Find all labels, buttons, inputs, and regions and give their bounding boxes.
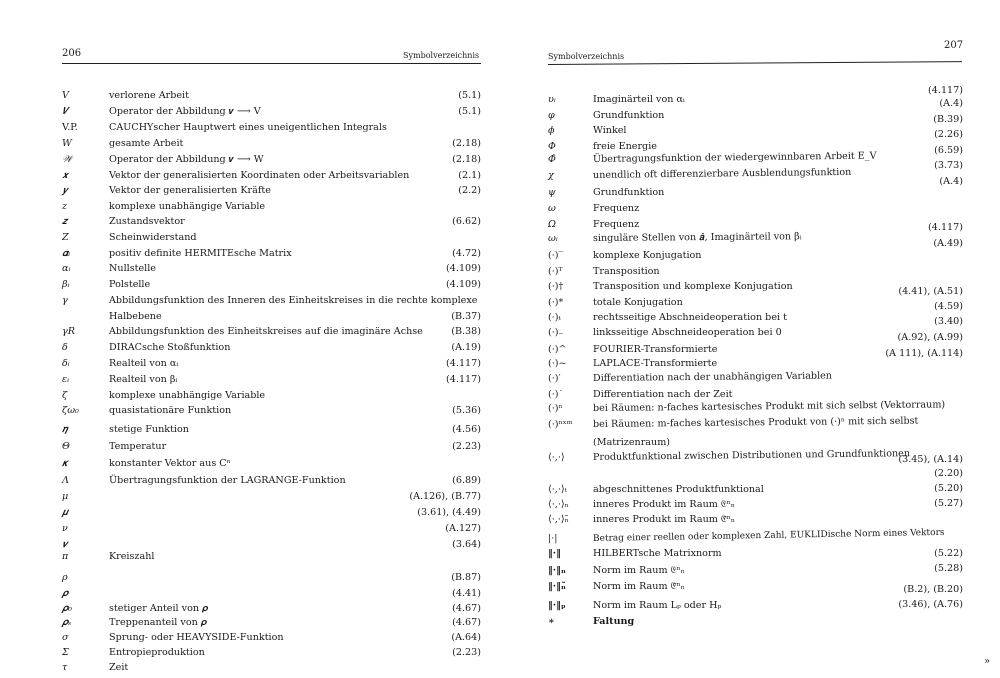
reference: (A 111), (A.114) — [885, 348, 963, 359]
reference: (A.92), (A.99) — [897, 332, 963, 343]
reference: (4.41), (A.51) — [898, 286, 963, 297]
reference: (3.46), (A.76) — [898, 599, 963, 610]
reference: (5.20) — [934, 483, 963, 494]
reference: (3.73) — [934, 160, 963, 171]
left-header-rule — [62, 63, 481, 64]
reference: (3.40) — [934, 316, 963, 327]
reference: (A.4) — [939, 98, 963, 109]
reference: (5.27) — [934, 498, 963, 509]
left-page: 206 Symbolverzeichnis V verlorene Arbeit (5.1) 𝑽 Operator der Abbildung 𝒗 ⟶ V (5.1) V.P. CAUCHYscher Hauptwert eines uneigentlichen Integrals W gesamte Arbeit (2.18) 𝒲 Operator der Abbildung 𝒗 ⟶ W (2.18) 𝒙 Vektor der generalisierten Koordinaten oder Arbeitsvariablen (2.1) 𝒚 Vektor der generalisierten Kräfte (2.2) z komplexe unabhängige Variable 𝒛 Zustandsvektor (6.62) Z Scheinwiderstand 𝜶ᵢ positiv definite HERMITEsche Matrix (4.72) αᵢ Nullstelle (4.109) βᵢ Polstelle (4.109) γ Abbildungsfunktion des Inneren des Einheitskreises in die rechte komplexe Halbebene (B.37) γR Abbildungsfunktion des Einheitskreises auf die imaginäre Achse (B.38) δ DIRACsche Stoßfunktion (A.19) δᵢ Realteil von αᵢ (4.117) εᵢ Realteil von βᵢ (4.117) ζ komplexe unabhängige Variable ζω₀ quasistationäre Funktion (5.36) 𝜼 stetige Funktion (4.56) Θ Temperatur (2.23) 𝜿 konstanter Vektor aus Cⁿ Λ Übertragungsfunktion der LAGRANGE-Funktion (6.89) μ (A.126), (B.77) 𝝁 (3.61), (4.49) ν (A.127) 𝝂 (3.64) π Kreiszahl ρ (B.87) 𝝆 (4.41) 𝝆₀ stetiger Anteil von 𝝆 (4.67) 𝝆ₛ Treppenanteil von 𝝆 (4.67) σ Sprung- oder HEAVYSIDE-Funktion (A.64) Σ Entropieproduktion (2.23) τ Zeit — [62, 48, 481, 673]
reference: (2.26) — [934, 129, 963, 140]
reference: (3.45), (A.14) — [898, 454, 963, 465]
reference: (2.20) — [934, 468, 963, 479]
reference: (4.117) — [928, 85, 963, 96]
reference: (5.28) — [934, 563, 963, 574]
reference: (A.4) — [939, 176, 963, 187]
left-running-header: Symbolverzeichnis — [403, 51, 480, 60]
right-running-header: Symbolverzeichnis — [548, 52, 625, 61]
reference: (A.49) — [933, 238, 963, 249]
right-header-rule — [548, 61, 962, 65]
left-page-number: 206 — [62, 48, 82, 59]
reference: (5.22) — [934, 548, 963, 559]
reference: (4.59) — [934, 301, 963, 312]
reference: (6.59) — [934, 145, 963, 156]
reference: (B.39) — [933, 114, 963, 125]
reference: (4.117) — [928, 222, 963, 233]
right-page-number: 207 — [944, 40, 964, 51]
corner-mark: » — [984, 656, 991, 667]
reference: (B.2), (B.20) — [903, 584, 963, 595]
right-page: Symbolverzeichnis 207 υᵢ Imaginärteil von αᵢ φ Grundfunktion ϕ Winkel Φ freie Energie Φ̂ Übertragungsfunktion der wiedergewinnbaren Arbeit E_V χ unendlich oft differenzierbare Ausblendungsfunktion ψ Grundfunktion ω Frequenz Ω Frequenz ωᵢ singuläre Stellen von 𝒂̂, Imaginärteil von βᵢ (·)‾ komplexe Konjugation (·)ᵀ Transposition (·)† Transposition und komplexe Konjugation (·)* totale Konjugation (·)ₜ rechtsseitige Abschneideoperation bei t (·)₋ linksseitige Abschneideoperation bei 0 (·)^ FOURIER-Transformierte (·)~ LAPLACE-Transformierte (·)′ Differentiation nach der unabhängigen Variablen (·)˙ Differentiation nach der Zeit (·)ⁿ bei Räumen: n-faches kartesisches Produkt mit sich selbst (Vektorraum) (·)ⁿˣᵐ bei Räumen: m-faches kartesisches Produkt von (·)ⁿ mit sich selbst (Matrizenraum) ⟨·,·⟩ Produktfunktional zwischen Distributionen und Grundfunktionen ⟨·,·⟩ₜ abgeschnittenes Produktfunktional ⟨·,·⟩ₙ inneres Produkt im Raum 𝔈ⁿₙ ⟨·,·⟩ₙ̃ inneres Produkt im Raum 𝔈̃ⁿₙ |·| Betrag einer reellen oder komplexen Zahl, EUKLIDische Norm eines Vektors ‖·‖ HILBERTsche Matrixnorm ‖·‖ₙ Norm im Raum 𝔈ⁿₙ ‖·‖ₙ̃ Norm im Raum 𝔈̃ⁿₙ ‖·‖ₚ Norm im Raum Lₚ oder Hₚ ∗ Faltung (4.117) (A.4) (B.39) (2.26) (6.59) (3.73) (A.4) (4.117) (A.49) (4.41), (A.51) (4.59) (3.40) (A.92), (A.99) (A 111), (A.114) (3.45), (A.14) (2.20) (5.20) (5.27) (5.22) (5.28) (B.2), (B.20) (3.46), (A.76) — [548, 40, 964, 627]
